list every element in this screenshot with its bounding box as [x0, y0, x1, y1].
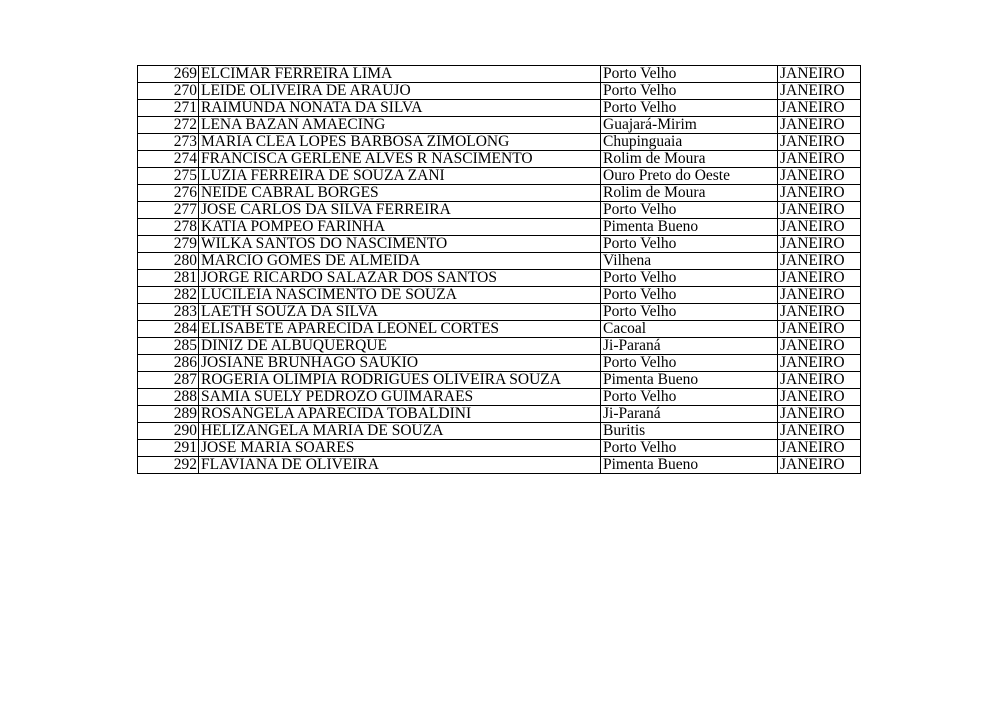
person-name-cell: FLAVIANA DE OLIVEIRA [199, 457, 601, 474]
person-name-cell: DINIZ DE ALBUQUERQUE [199, 338, 601, 355]
row-number-cell: 289 [138, 406, 199, 423]
row-number-cell: 275 [138, 168, 199, 185]
row-number-cell: 283 [138, 304, 199, 321]
table-row [138, 304, 861, 321]
person-name-cell: LEIDE OLIVEIRA DE ARAUJO [199, 83, 601, 100]
person-name-cell: JOSE MARIA SOARES [199, 440, 601, 457]
month-cell: JANEIRO [778, 117, 861, 134]
city-cell: Rolim de Moura [601, 151, 778, 168]
month-cell: JANEIRO [778, 423, 861, 440]
city-cell: Porto Velho [601, 66, 778, 83]
month-cell: JANEIRO [778, 134, 861, 151]
month-cell: JANEIRO [778, 338, 861, 355]
row-number-cell: 281 [138, 270, 199, 287]
month-cell: JANEIRO [778, 287, 861, 304]
row-number-cell: 287 [138, 372, 199, 389]
row-number-cell: 280 [138, 253, 199, 270]
month-cell: JANEIRO [778, 151, 861, 168]
city-cell: Porto Velho [601, 389, 778, 406]
row-number-cell: 271 [138, 100, 199, 117]
person-name-cell: ROSANGELA APARECIDA TOBALDINI [199, 406, 601, 423]
city-cell: Porto Velho [601, 440, 778, 457]
person-name-cell: NEIDE CABRAL BORGES [199, 185, 601, 202]
city-cell: Porto Velho [601, 304, 778, 321]
month-cell: JANEIRO [778, 372, 861, 389]
city-cell: Rolim de Moura [601, 185, 778, 202]
roster-table [137, 65, 861, 474]
row-number-cell: 272 [138, 117, 199, 134]
person-name-cell: LUCILEIA NASCIMENTO DE SOUZA [199, 287, 601, 304]
row-number-cell: 285 [138, 338, 199, 355]
city-cell: Porto Velho [601, 202, 778, 219]
city-cell: Cacoal [601, 321, 778, 338]
row-number-cell: 278 [138, 219, 199, 236]
city-cell: Vilhena [601, 253, 778, 270]
row-number-cell: 273 [138, 134, 199, 151]
table-row [138, 168, 861, 185]
city-cell: Ji-Paraná [601, 338, 778, 355]
city-cell: Buritis [601, 423, 778, 440]
person-name-cell: MARCIO GOMES DE ALMEIDA [199, 253, 601, 270]
person-name-cell: HELIZANGELA MARIA DE SOUZA [199, 423, 601, 440]
month-cell: JANEIRO [778, 100, 861, 117]
month-cell: JANEIRO [778, 389, 861, 406]
person-name-cell: LAETH SOUZA DA SILVA [199, 304, 601, 321]
table-row [138, 389, 861, 406]
person-name-cell: ELCIMAR FERREIRA LIMA [199, 66, 601, 83]
month-cell: JANEIRO [778, 270, 861, 287]
person-name-cell: ROGERIA OLIMPIA RODRIGUES OLIVEIRA SOUZA [199, 372, 601, 389]
city-cell: Porto Velho [601, 100, 778, 117]
table-row [138, 270, 861, 287]
person-name-cell: JORGE RICARDO SALAZAR DOS SANTOS [199, 270, 601, 287]
month-cell: JANEIRO [778, 219, 861, 236]
city-cell: Porto Velho [601, 236, 778, 253]
table-row [138, 406, 861, 423]
month-cell: JANEIRO [778, 168, 861, 185]
person-name-cell: KATIA POMPEO FARINHA [199, 219, 601, 236]
month-cell: JANEIRO [778, 355, 861, 372]
person-name-cell: LENA BAZAN AMAECING [199, 117, 601, 134]
city-cell: Pimenta Bueno [601, 457, 778, 474]
month-cell: JANEIRO [778, 304, 861, 321]
city-cell: Porto Velho [601, 355, 778, 372]
person-name-cell: RAIMUNDA NONATA DA SILVA [199, 100, 601, 117]
table-row [138, 338, 861, 355]
table-row [138, 236, 861, 253]
row-number-cell: 291 [138, 440, 199, 457]
table-row [138, 151, 861, 168]
person-name-cell: SAMIA SUELY PEDROZO GUIMARAES [199, 389, 601, 406]
person-name-cell: MARIA CLEA LOPES BARBOSA ZIMOLONG [199, 134, 601, 151]
row-number-cell: 286 [138, 355, 199, 372]
month-cell: JANEIRO [778, 236, 861, 253]
city-cell: Chupinguaia [601, 134, 778, 151]
city-cell: Ji-Paraná [601, 406, 778, 423]
city-cell: Ouro Preto do Oeste [601, 168, 778, 185]
city-cell: Porto Velho [601, 83, 778, 100]
person-name-cell: JOSE CARLOS DA SILVA FERREIRA [199, 202, 601, 219]
row-number-cell: 279 [138, 236, 199, 253]
table-row [138, 134, 861, 151]
row-number-cell: 269 [138, 66, 199, 83]
table-row [138, 321, 861, 338]
row-number-cell: 276 [138, 185, 199, 202]
month-cell: JANEIRO [778, 321, 861, 338]
row-number-cell: 292 [138, 457, 199, 474]
person-name-cell: ELISABETE APARECIDA LEONEL CORTES [199, 321, 601, 338]
table-row [138, 83, 861, 100]
table-row [138, 66, 861, 83]
row-number-cell: 270 [138, 83, 199, 100]
table-row [138, 457, 861, 474]
month-cell: JANEIRO [778, 66, 861, 83]
table-row [138, 440, 861, 457]
month-cell: JANEIRO [778, 457, 861, 474]
table-row [138, 253, 861, 270]
city-cell: Porto Velho [601, 287, 778, 304]
table-row [138, 117, 861, 134]
city-cell: Pimenta Bueno [601, 372, 778, 389]
city-cell: Pimenta Bueno [601, 219, 778, 236]
table-row [138, 355, 861, 372]
row-number-cell: 274 [138, 151, 199, 168]
person-name-cell: WILKA SANTOS DO NASCIMENTO [199, 236, 601, 253]
row-number-cell: 282 [138, 287, 199, 304]
table-row [138, 100, 861, 117]
row-number-cell: 288 [138, 389, 199, 406]
table-row [138, 423, 861, 440]
city-cell: Guajará-Mirim [601, 117, 778, 134]
table-row [138, 219, 861, 236]
row-number-cell: 277 [138, 202, 199, 219]
row-number-cell: 290 [138, 423, 199, 440]
month-cell: JANEIRO [778, 185, 861, 202]
city-cell: Porto Velho [601, 270, 778, 287]
month-cell: JANEIRO [778, 406, 861, 423]
table-row [138, 372, 861, 389]
month-cell: JANEIRO [778, 83, 861, 100]
month-cell: JANEIRO [778, 202, 861, 219]
table-row [138, 287, 861, 304]
row-number-cell: 284 [138, 321, 199, 338]
table-row [138, 202, 861, 219]
roster-table-body [138, 66, 861, 474]
person-name-cell: JOSIANE BRUNHAGO SAUKIO [199, 355, 601, 372]
person-name-cell: LUZIA FERREIRA DE SOUZA ZANI [199, 168, 601, 185]
month-cell: JANEIRO [778, 440, 861, 457]
person-name-cell: FRANCISCA GERLENE ALVES R NASCIMENTO [199, 151, 601, 168]
month-cell: JANEIRO [778, 253, 861, 270]
table-row [138, 185, 861, 202]
